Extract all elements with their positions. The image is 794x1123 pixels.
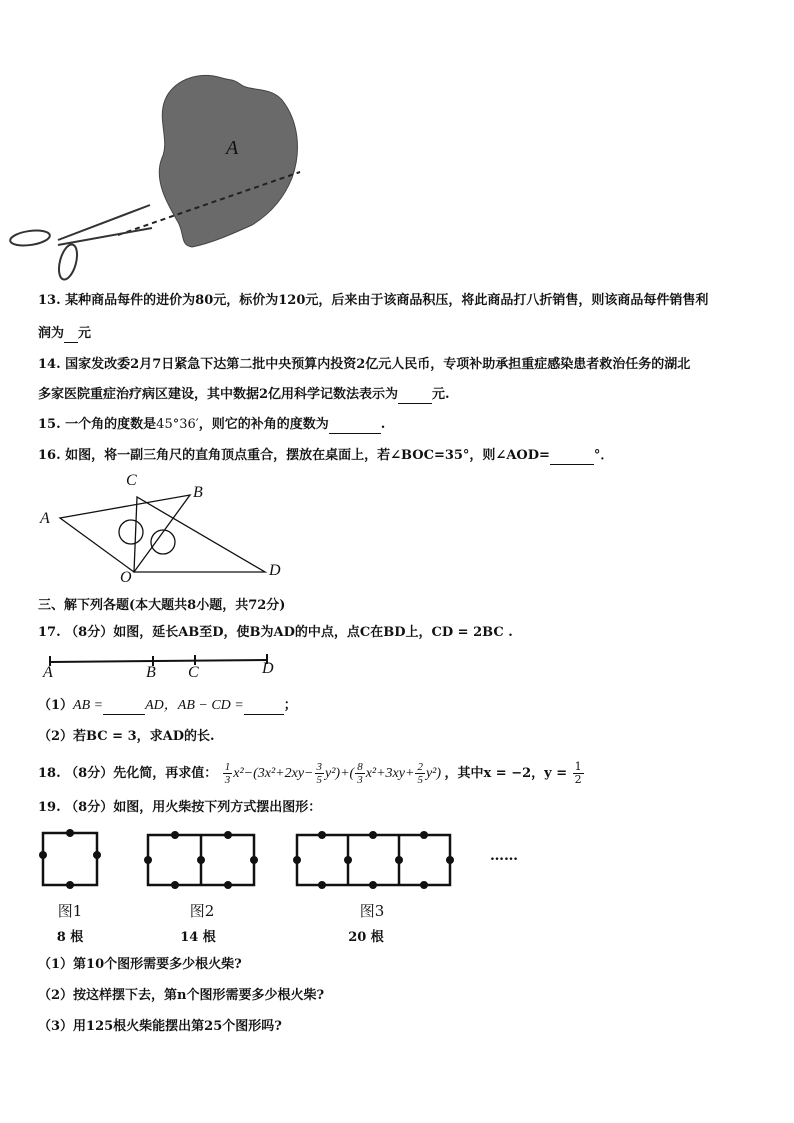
q13-answer-blank[interactable] bbox=[64, 329, 78, 343]
q17-blank-2[interactable] bbox=[244, 701, 284, 715]
q16-label-d: D bbox=[269, 562, 281, 579]
hole-2 bbox=[151, 530, 175, 554]
q15-answer-blank[interactable] bbox=[329, 420, 381, 434]
q14-line1: 14. 国家发改委2月7日紧急下达第二批中央预算内投资2亿元人民币，专项补助承担重症感染患者救治任务的湖北 bbox=[38, 357, 691, 372]
matchstick-fig1 bbox=[43, 833, 97, 885]
q17-line: 17. （8分）如图，延长AB至D，使B为AD的中点，点C在BD上，CD = 2BC . bbox=[38, 625, 513, 640]
q17-label-a: A bbox=[43, 664, 53, 681]
segment-figure bbox=[40, 652, 280, 672]
fig2-count: 14 根 bbox=[180, 930, 216, 945]
q19-line: 19. （8分）如图，用火柴按下列方式摆出图形： bbox=[38, 800, 322, 815]
matchstick-fig3 bbox=[297, 835, 450, 885]
q16-line: 16. 如图，将一副三角尺的直角顶点重合，摆放在桌面上，若∠BOC=35°，则∠AOD= °． bbox=[38, 448, 614, 463]
section3-heading: 三、解下列各题(本大题共8小题，共72分) bbox=[38, 598, 286, 613]
q14-answer-blank[interactable] bbox=[398, 390, 432, 404]
q17-part1: （1）AB = AD，AB − CD = ； bbox=[38, 698, 297, 713]
triangle-aob bbox=[60, 495, 190, 572]
fig2-caption: 图2 bbox=[189, 902, 215, 920]
fig1-count: 8 根 bbox=[56, 930, 84, 945]
q17-part2: （2）若BC = 3，求AD的长. bbox=[38, 729, 215, 744]
q16-label-a: A bbox=[40, 510, 50, 527]
q18-y-value: $\frac{1}{2}$ bbox=[574, 760, 582, 786]
leaf-label: A bbox=[226, 137, 239, 159]
leaf-scissors-figure bbox=[0, 0, 794, 290]
q14-line2: 多家医院重症治疗病区建设，其中数据2亿用科学记数法表示为 元. bbox=[38, 387, 450, 402]
matchstick-figures bbox=[30, 825, 470, 895]
fig1-caption: 图1 bbox=[57, 902, 83, 920]
q13-line2: 润为 元 bbox=[38, 326, 92, 341]
matchstick-ellipsis: …… bbox=[490, 848, 518, 864]
q16-label-c: C bbox=[126, 472, 137, 489]
q17-label-b: B bbox=[146, 664, 156, 681]
q16-label-b: B bbox=[193, 484, 203, 501]
hole-1 bbox=[119, 520, 143, 544]
q18-expression: $\frac{1}{3}$ x²−(3x²+2xy− $\frac{3}{5}$ y²)+( $\frac{8}{3}$ x²+3xy+ $\frac{2}{5}$ y²) bbox=[224, 761, 445, 787]
fig3-count: 20 根 bbox=[348, 930, 384, 945]
q16-answer-blank[interactable] bbox=[550, 451, 594, 465]
scissors-icon bbox=[9, 205, 152, 281]
q17-label-c: C bbox=[188, 664, 199, 681]
q17-label-d: D bbox=[262, 660, 274, 677]
q16-label-o: O bbox=[120, 569, 132, 586]
leaf-shape bbox=[159, 75, 297, 247]
q19-part3: （3）用125根火柴能摆出第25个图形吗? bbox=[38, 1019, 282, 1034]
q13-line1: 13. 某种商品每件的进价为80元，标价为120元，后来由于该商品积压，将此商品打八折销售，则该商品每件销售利 bbox=[38, 293, 709, 308]
q17-blank-1[interactable] bbox=[103, 701, 145, 715]
q15-line: 15. 一个角的度数是45°36′，则它的补角的度数为 . bbox=[38, 417, 386, 432]
fig3-caption: 图3 bbox=[359, 902, 385, 920]
q19-part2: （2）按这样摆下去，第n个图形需要多少根火柴? bbox=[38, 988, 325, 1003]
q18-line: 18. （8分）先化简，再求值： $\frac{1}{3}$ x²−(3x²+2xy− $\frac{3}{5}$ y²)+( $\frac{8}{3}$ x²+3xy+ $\frac{2}{5}$ y²) ，其中x = −2，y = $\frac{1}{2}$ bbox=[38, 760, 582, 787]
q19-part1: （1）第10个图形需要多少根火柴? bbox=[38, 957, 242, 972]
